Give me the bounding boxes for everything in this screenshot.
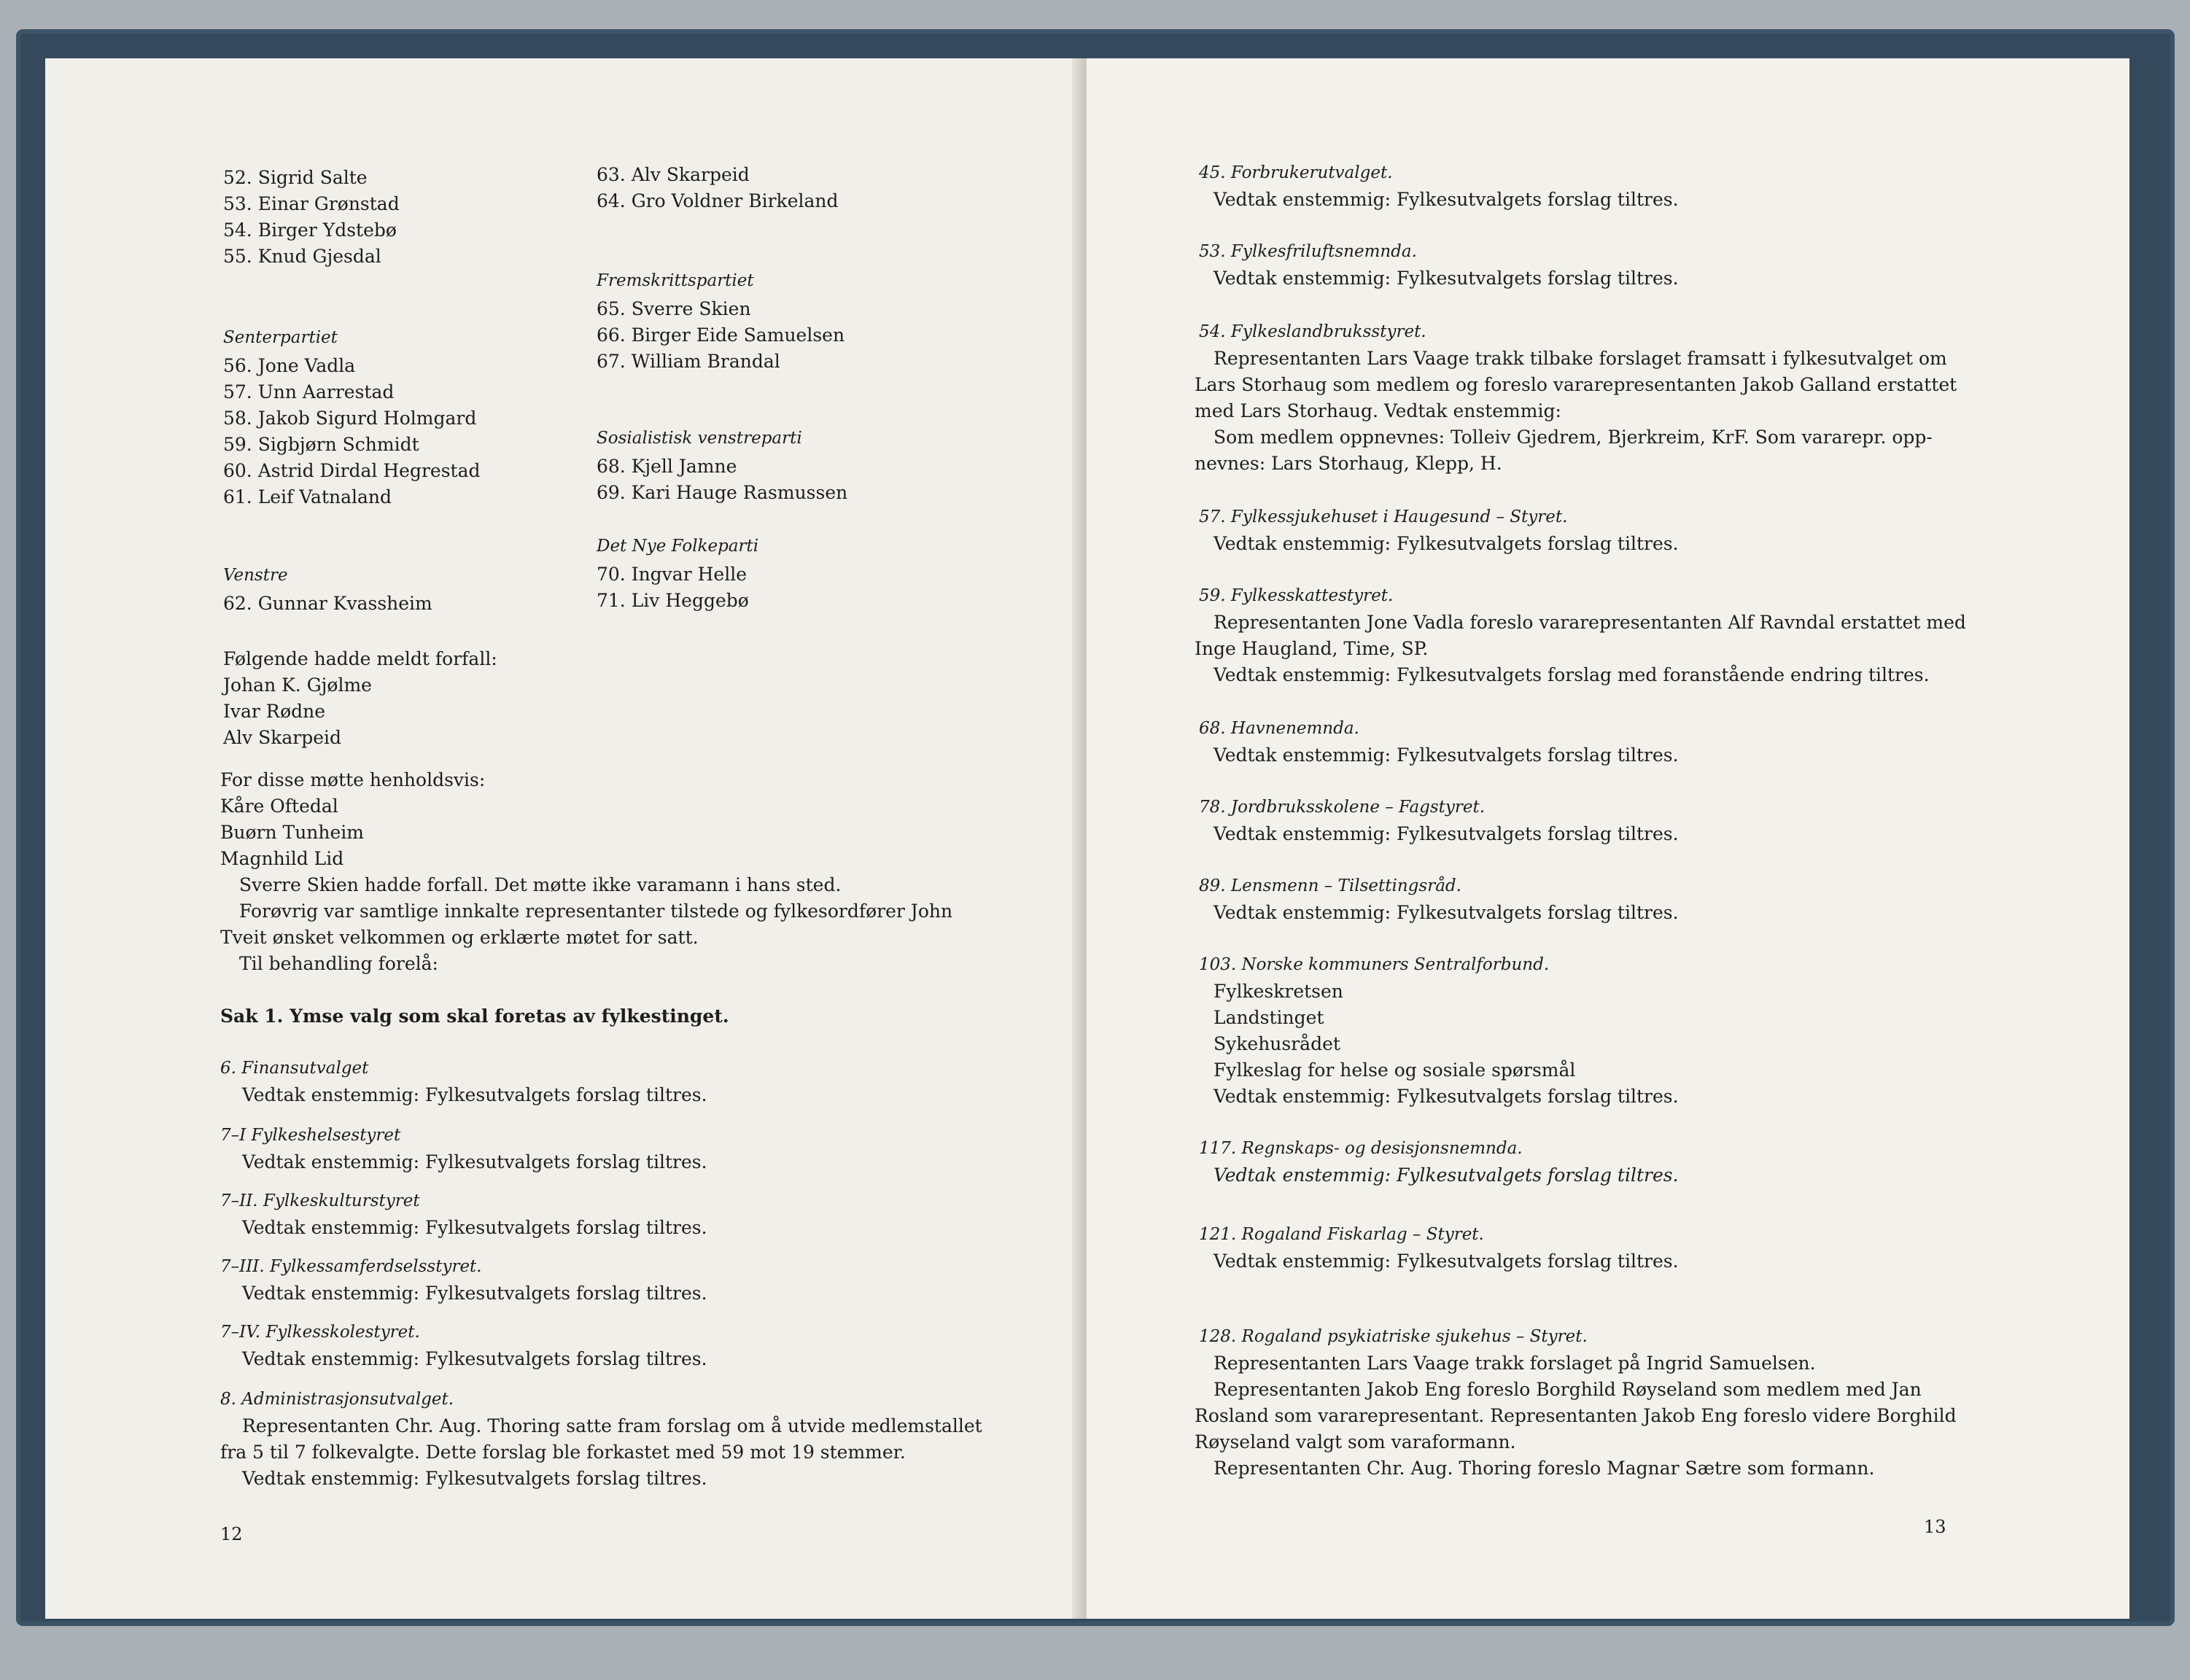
member-54: 54. Birger Ydstebø <box>223 219 397 241</box>
member-61: 61. Leif Vatnaland <box>223 486 392 508</box>
section-text: Vedtak enstemmig: Fylkesutvalgets forslag tiltres. <box>1214 902 1679 923</box>
section-heading: 53. Fylkesfriluftsnemnda. <box>1199 242 1417 261</box>
section-text: Vedtak enstemmig: Fylkesutvalgets forslag tiltres. <box>1214 268 1679 289</box>
paragraph: Til behandling forelå: <box>239 953 438 974</box>
section-heading: 103. Norske kommuners Sentralforbund. <box>1199 955 1550 974</box>
party-heading-venstre: Venstre <box>223 566 288 585</box>
section-text: Fylkeskretsen <box>1214 981 1343 1002</box>
member-64: 64. Gro Voldner Birkeland <box>597 190 839 211</box>
section-text: Røyseland valgt som varaformann. <box>1195 1431 1516 1452</box>
page-number-right: 13 <box>1924 1517 1946 1537</box>
mott-intro: For disse møtte henholdsvis: <box>220 769 486 790</box>
section-text: Fylkeslag for helse og sosiale spørsmål <box>1214 1059 1576 1081</box>
section-heading: 57. Fylkessjukehuset i Haugesund – Styret. <box>1199 508 1568 526</box>
forfall-intro: Følgende hadde meldt forfall: <box>223 648 497 669</box>
mott-name: Magnhild Lid <box>220 848 344 869</box>
forfall-name: Alv Skarpeid <box>223 727 342 748</box>
section-heading: 89. Lensmenn – Tilsettingsråd. <box>1199 876 1461 895</box>
member-60: 60. Astrid Dirdal Hegrestad <box>223 460 481 481</box>
item-heading: 8. Administrasjonsutvalget. <box>220 1390 454 1409</box>
mott-name: Buørn Tunheim <box>220 822 364 843</box>
member-56: 56. Jone Vadla <box>223 355 356 376</box>
member-58: 58. Jakob Sigurd Holmgard <box>223 408 477 429</box>
item-text: Vedtak enstemmig: Fylkesutvalgets forslag tiltres. <box>242 1217 707 1238</box>
section-text: Landstinget <box>1214 1007 1324 1028</box>
section-text: Inge Haugland, Time, SP. <box>1195 638 1429 659</box>
section-text: Vedtak enstemmig: Fylkesutvalgets forslag tiltres. <box>1214 189 1679 210</box>
left-page <box>45 58 1084 1619</box>
section-text: Representanten Lars Vaage trakk tilbake forslaget framsatt i fylkesutvalget om <box>1214 348 1947 369</box>
member-70: 70. Ingvar Helle <box>597 564 747 585</box>
right-page <box>1087 58 2129 1619</box>
item-text: Vedtak enstemmig: Fylkesutvalgets forslag tiltres. <box>242 1468 707 1489</box>
forfall-name: Ivar Rødne <box>223 701 326 722</box>
section-heading: 59. Fylkesskattestyret. <box>1199 586 1394 605</box>
section-text: nevnes: Lars Storhaug, Klepp, H. <box>1195 453 1502 474</box>
section-text: Representanten Jakob Eng foreslo Borghild Røyseland som medlem med Jan <box>1214 1379 1922 1400</box>
section-text: Vedtak enstemmig: Fylkesutvalgets forslag med foranstående endring tiltres. <box>1214 664 1930 685</box>
item-heading: 7–II. Fylkeskulturstyret <box>220 1191 420 1210</box>
item-text: fra 5 til 7 folkevalgte. Dette forslag ble forkastet med 59 mot 19 stemmer. <box>220 1442 906 1463</box>
member-59: 59. Sigbjørn Schmidt <box>223 434 419 455</box>
party-heading-senterpartiet: Senterpartiet <box>223 328 338 347</box>
section-text: Vedtak enstemmig: Fylkesutvalgets forslag tiltres. <box>1214 1251 1679 1272</box>
section-text: Rosland som vararepresentant. Representanten Jakob Eng foreslo videre Borghild <box>1195 1405 1957 1426</box>
item-heading: 6. Finansutvalget <box>220 1059 369 1078</box>
member-67: 67. William Brandal <box>597 351 780 372</box>
member-57: 57. Unn Aarrestad <box>223 381 395 402</box>
member-52: 52. Sigrid Salte <box>223 167 368 188</box>
section-text: Vedtak enstemmig: Fylkesutvalgets forslag tiltres. <box>1214 533 1679 554</box>
member-69: 69. Kari Hauge Rasmussen <box>597 482 848 503</box>
member-55: 55. Knud Gjesdal <box>223 246 381 267</box>
section-text: Sykehusrådet <box>1214 1033 1340 1054</box>
section-heading: 121. Rogaland Fiskarlag – Styret. <box>1199 1225 1484 1244</box>
item-heading: 7–I Fylkeshelsestyret <box>220 1126 401 1145</box>
paragraph: Sverre Skien hadde forfall. Det møtte ikke varamann i hans sted. <box>239 874 842 895</box>
member-65: 65. Sverre Skien <box>597 298 751 319</box>
sak-heading: Sak 1. Ymse valg som skal foretas av fylkestinget. <box>220 1006 729 1027</box>
section-heading: 45. Forbrukerutvalget. <box>1199 163 1393 182</box>
section-text: Som medlem oppnevnes: Tolleiv Gjedrem, Bjerkreim, KrF. Som vararepr. opp- <box>1214 427 1933 448</box>
section-text: Vedtak enstemmig: Fylkesutvalgets forslag tiltres. <box>1214 1164 1679 1186</box>
section-heading: 54. Fylkeslandbruksstyret. <box>1199 322 1426 341</box>
item-heading: 7–IV. Fylkesskolestyret. <box>220 1323 420 1342</box>
member-62: 62. Gunnar Kvassheim <box>223 593 432 614</box>
section-text: Vedtak enstemmig: Fylkesutvalgets forslag tiltres. <box>1214 823 1679 844</box>
item-text: Vedtak enstemmig: Fylkesutvalgets forslag tiltres. <box>242 1084 707 1105</box>
paragraph: Forøvrig var samtlige innkalte representanter tilstede og fylkesordfører John <box>239 901 953 922</box>
party-heading-sosialistisk: Sosialistisk venstreparti <box>597 429 802 448</box>
section-text: Representanten Chr. Aug. Thoring foreslo Magnar Sætre som formann. <box>1214 1458 1875 1479</box>
section-text: Lars Storhaug som medlem og foreslo vararepresentanten Jakob Galland erstattet <box>1195 374 1957 395</box>
party-heading-fremskrittspartiet: Fremskrittspartiet <box>597 271 754 290</box>
section-heading: 68. Havnenemnda. <box>1199 719 1359 738</box>
forfall-name: Johan K. Gjølme <box>223 674 372 696</box>
member-68: 68. Kjell Jamne <box>597 456 737 477</box>
section-text: Representanten Jone Vadla foreslo vararepresentanten Alf Ravndal erstattet med <box>1214 612 1966 633</box>
item-text: Vedtak enstemmig: Fylkesutvalgets forslag tiltres. <box>242 1283 707 1304</box>
member-53: 53. Einar Grønstad <box>223 193 400 214</box>
item-heading: 7–III. Fylkessamferdselsstyret. <box>220 1257 482 1276</box>
section-text: Representanten Lars Vaage trakk forslaget på Ingrid Samuelsen. <box>1214 1353 1816 1374</box>
section-text: Vedtak enstemmig: Fylkesutvalgets forslag tiltres. <box>1214 1086 1679 1107</box>
item-text: Vedtak enstemmig: Fylkesutvalgets forslag tiltres. <box>242 1151 707 1172</box>
member-66: 66. Birger Eide Samuelsen <box>597 324 845 346</box>
paragraph: Tveit ønsket velkommen og erklærte møtet for satt. <box>220 927 699 948</box>
item-text: Vedtak enstemmig: Fylkesutvalgets forslag tiltres. <box>242 1348 707 1369</box>
section-heading: 78. Jordbruksskolene – Fagstyret. <box>1199 798 1486 817</box>
page-number-left: 12 <box>220 1524 243 1544</box>
mott-name: Kåre Oftedal <box>220 796 338 817</box>
item-text: Representanten Chr. Aug. Thoring satte fram forslag om å utvide medlemstallet <box>242 1415 982 1436</box>
section-heading: 128. Rogaland psykiatriske sjukehus – Styret. <box>1199 1327 1588 1346</box>
party-heading-det-nye: Det Nye Folkeparti <box>597 537 759 556</box>
section-heading: 117. Regnskaps- og desisjonsnemnda. <box>1199 1139 1523 1158</box>
member-71: 71. Liv Heggebø <box>597 590 749 611</box>
section-text: med Lars Storhaug. Vedtak enstemmig: <box>1195 400 1561 421</box>
section-text: Vedtak enstemmig: Fylkesutvalgets forslag tiltres. <box>1214 744 1679 766</box>
member-63: 63. Alv Skarpeid <box>597 164 750 185</box>
